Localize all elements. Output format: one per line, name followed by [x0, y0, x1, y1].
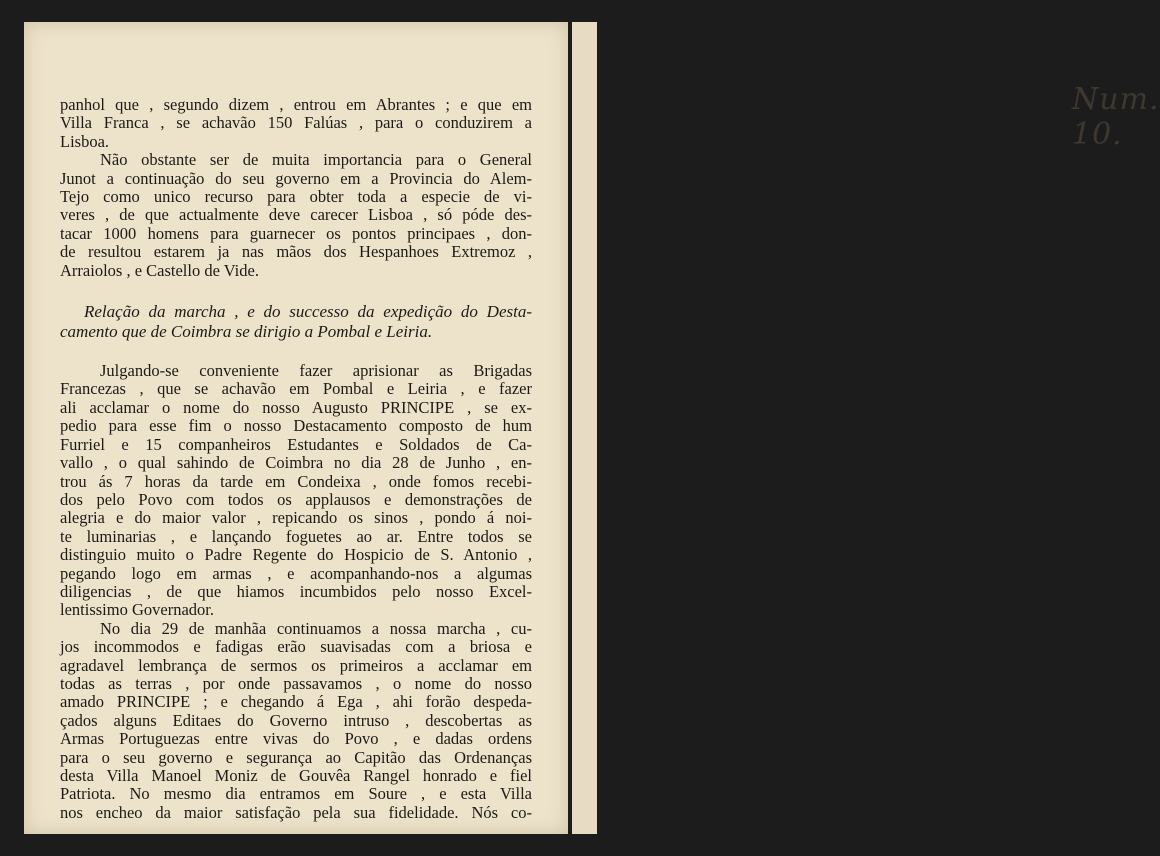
- text-line: pegando logo em armas , e acompanhando-nos a algumas: [60, 563, 532, 583]
- text-line: panhol que , segundo dizem , entrou em Abrantes ; e que em: [60, 95, 532, 114]
- text-line: pedio para esse fim o nosso Destacamento composto de hum: [60, 416, 532, 436]
- text-line: Furriel e 15 companheiros Estudantes e Soldados de Ca-: [60, 434, 532, 454]
- paragraph-julgando: [60, 362, 532, 620]
- text-line: Lisboa.: [60, 131, 110, 151]
- text-line: ali acclamar o nome do nosso Augusto PRINCIPE , se ex-: [60, 397, 532, 417]
- page-text: [60, 96, 532, 822]
- text-line: trou ás 7 horas da tarde em Condeixa , onde fomos recebi-: [60, 471, 532, 491]
- text-line: diligencias , de que hiamos incumbidos pelo nosso Excel-: [60, 581, 532, 601]
- text-line: Não obstante ser de muita importancia para o General: [100, 150, 532, 170]
- text-line: nos encheo da maior satisfação pela sua fidelidade. Nós co-: [60, 802, 532, 822]
- text-line: amado PRINCIPE ; e chegando á Ega , ahi forão despeda-: [60, 692, 532, 712]
- text-line: Villa Franca , se achavão 150 Falúas , para o conduzirem a: [60, 113, 532, 133]
- text-line: dos pelo Povo com todos os applausos e demonstrações de: [60, 489, 532, 509]
- text-line: Patriota. No mesmo dia entramos em Soure , e esta Villa: [60, 784, 532, 804]
- text-line: çados alguns Editaes do Governo intruso , descobertas as: [60, 710, 532, 730]
- text-line: Tejo como unico recurso para obter toda a especie de vi-: [60, 187, 532, 207]
- text-line: todas as terras , por onde passavamos , o nome do nosso: [60, 673, 532, 693]
- text-line: de resultou estarem ja nas mãos dos Hespanhoes Extremoz ,: [60, 242, 532, 262]
- paragraph-continuation: [60, 96, 532, 151]
- section-heading: [60, 302, 532, 342]
- text-line: Julgando-se conveniente fazer aprisionar as Brigadas: [100, 361, 532, 381]
- text-line: lentissimo Governador.: [60, 600, 214, 620]
- text-line: No dia 29 de manhãa continuamos a nossa marcha , cu-: [100, 618, 532, 638]
- text-line: desta Villa Manoel Moniz de Gouvêa Rangel honrado e fiel: [60, 766, 532, 785]
- text-line: te luminarias , e lançando foguetes ao ar. Entre todos se: [60, 526, 532, 546]
- text-line: jos incommodos e fadigas erão suavisadas com a briosa e: [60, 637, 532, 657]
- text-line: alegria e do maior valor , repicando os sinos , pondo á noi-: [60, 508, 532, 528]
- text-line: distinguio muito o Padre Regente do Hospicio de S. Antonio ,: [60, 545, 532, 565]
- text-line: Armas Portuguezas entre vivas do Povo , e dadas ordens: [60, 729, 532, 749]
- bleed-through-header: Num. 10.: [1072, 82, 1160, 152]
- text-line: Francezas , que se achavão em Pombal e Leiria , e fazer: [60, 379, 532, 399]
- heading-line: Relação da marcha , e do successo da expedição do Desta-: [84, 302, 532, 322]
- adjacent-page-edge: [572, 22, 1160, 834]
- text-line: tacar 1000 homens para guarnecer os pontos principaes , don-: [60, 223, 532, 243]
- text-line: para o seu governo e segurança ao Capitão das Ordenanças: [60, 747, 532, 767]
- text-line: Arraiolos , e Castello de Vide.: [60, 260, 259, 280]
- paragraph-junot: [60, 151, 532, 280]
- heading-line: camento que de Coimbra se dirigio a Pombal e Leiria.: [60, 322, 433, 342]
- text-line: veres , de que actualmente deve carecer Lisboa , só póde des-: [60, 205, 532, 225]
- text-line: agradavel lembrança de sermos os primeiros a acclamar em: [60, 655, 532, 675]
- text-line: vallo , o qual sahindo de Coimbra no dia 28 de Junho , en-: [60, 453, 532, 473]
- paragraph-dia-29: [60, 620, 532, 822]
- text-line: Junot a continuação do seu governo em a Provincia do Alem-: [60, 168, 532, 188]
